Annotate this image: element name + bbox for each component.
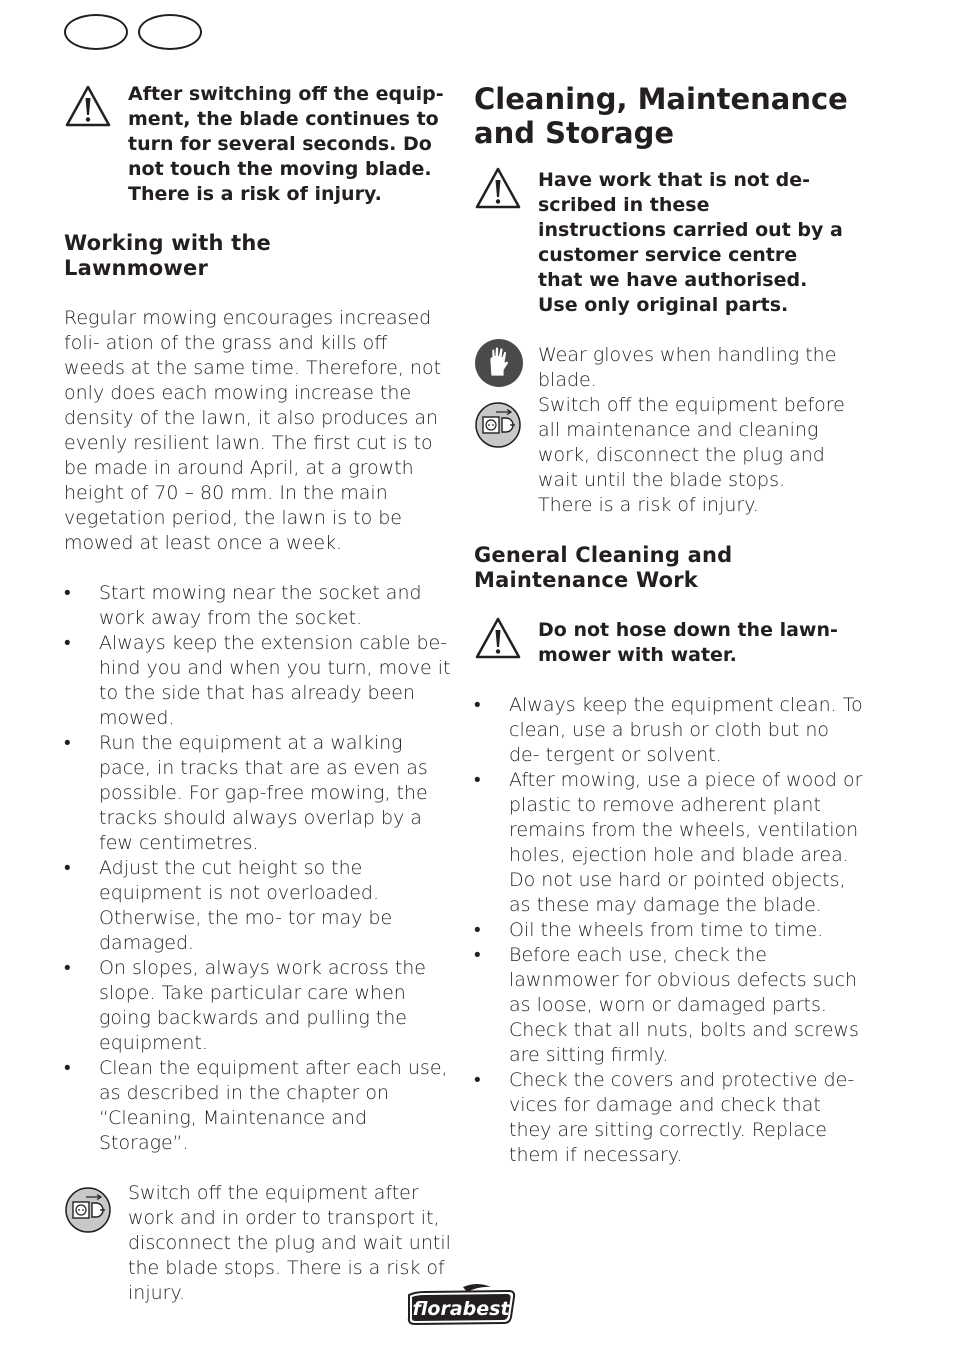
list-item: • On slopes, always work across the slope. Take particular care when going backwards and pulling the equipment. [64, 956, 452, 1056]
left-column [64, 82, 452, 1306]
section-heading: Working with the Lawnmower [64, 231, 271, 280]
gloves-note: Wear gloves when handling the blade. [538, 344, 837, 391]
list-item: • Check the covers and protective de- vices for damage and check that they are sitting correctly. Replace them if necessary. [474, 1068, 864, 1168]
warning-text: After switching off the equip- ment, the blade continues to turn for several seconds. Do not touch the moving blade. There is a risk of injury. [128, 83, 444, 205]
unplug-block [474, 393, 864, 518]
florabest-logo [405, 1283, 517, 1327]
page-heading: Cleaning, Maintenance and Storage [474, 82, 848, 150]
warning-triangle-icon [474, 166, 522, 210]
oval-marker-2 [138, 14, 202, 50]
warning-block-2 [474, 168, 864, 318]
mowing-tips-list [64, 581, 452, 1156]
warning-block-3 [474, 618, 864, 668]
gloves-block [474, 343, 864, 393]
list-item: • Run the equipment at a walking pace, in tracks that are as even as possible. For gap-free mowing, the tracks should always overlap by a few centimetres. [64, 731, 452, 856]
warning-triangle-icon [474, 616, 522, 660]
cleaning-list [474, 693, 864, 1168]
unplug-icon [64, 1186, 112, 1234]
injury-note: There is a risk of injury. [538, 494, 759, 516]
list-item: • Start mowing near the socket and work away from the socket. [64, 581, 452, 631]
list-item: • Before each use, check the lawnmower for obvious defects such as loose, worn or damaged parts. Check that all nuts, bolts and screws are sitting firmly. [474, 943, 864, 1068]
right-column [474, 82, 864, 1168]
list-item: • Adjust the cut height so the equipment is not overloaded. Otherwise, the mo- tor may be damaged. [64, 856, 452, 956]
intro-paragraph: Regular mowing encourages increased foli- ation of the grass and kills off weeds at the same time. Therefore, not only does each mowing increase the density of the lawn, it also produces an evenly resilient lawn. The first cut is to be made in around April, at a growth height of 70 – 80 mm. In the main vegetation period, the lawn is to be mowed at least once a week. [64, 307, 442, 554]
gloves-icon [474, 338, 524, 388]
list-item: • After mowing, use a piece of wood or plastic to remove adherent plant remains from the wheels, ventilation holes, ejection hole and blade area. Do not use hard or pointed objects, as these may damage the blade. [474, 768, 864, 918]
brand-wordmark: florabest [412, 1298, 510, 1320]
unplug-note: Switch off the equipment after work and in order to transport it, disconnect the plug and wait until the blade stops. There is a risk of injury. [128, 1182, 451, 1304]
oval-marker-1 [64, 14, 128, 50]
warning-text: Do not hose down the lawn- mower with water. [538, 619, 838, 666]
list-item: • Always keep the extension cable be- hind you and when you turn, move it to the side that has already been mowed. [64, 631, 452, 731]
section-subheading: General Cleaning and Maintenance Work [474, 543, 733, 592]
unplug-note: Switch off the equipment before all maintenance and cleaning work, disconnect the plug and wait until the blade stops. [538, 394, 845, 491]
list-item: • Oil the wheels from time to time. [474, 918, 864, 943]
warning-text: Have work that is not de- scribed in these instructions carried out by a customer service centre that we have authorised. Use only original parts. [538, 169, 843, 316]
warning-block-1 [64, 82, 452, 207]
list-item: • Clean the equipment after each use, as described in the chapter on “Cleaning, Maintenance and Storage”. [64, 1056, 452, 1156]
unplug-block [64, 1181, 452, 1306]
warning-triangle-icon [64, 84, 112, 128]
list-item: • Always keep the equipment clean. To clean, use a brush or cloth but no de- tergent or solvent. [474, 693, 864, 768]
unplug-icon [474, 401, 522, 449]
